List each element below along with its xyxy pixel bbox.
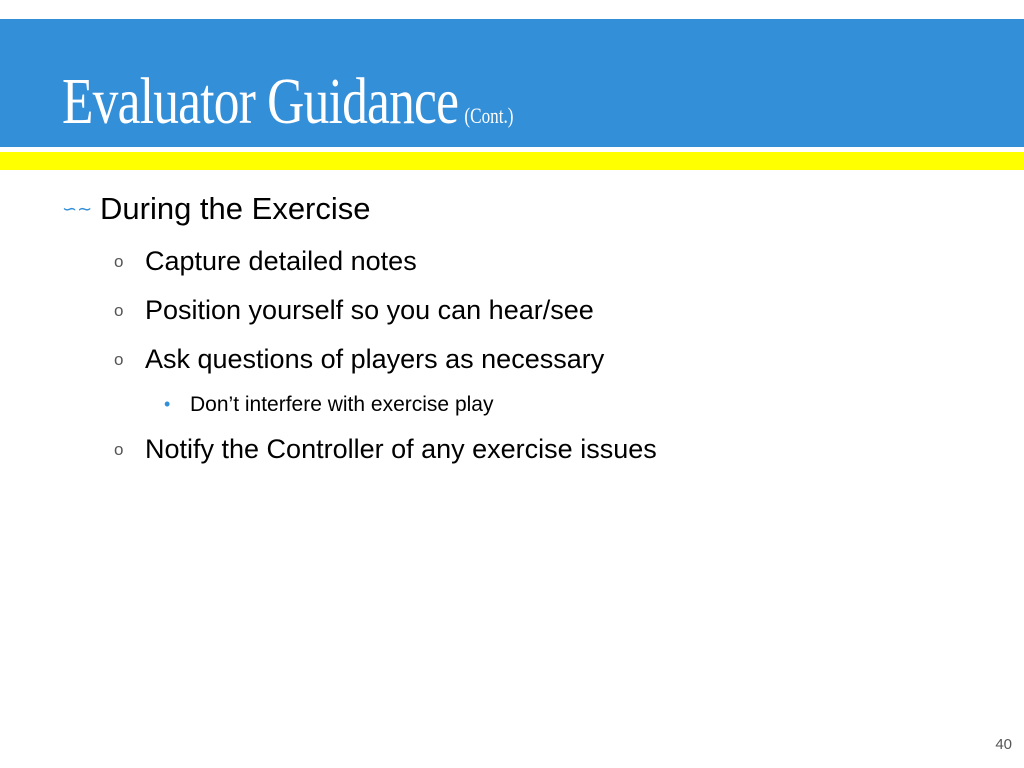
hollow-circle-bullet-icon: o xyxy=(114,301,124,320)
bullet-level3 xyxy=(164,393,493,417)
bullet-level2-text: Notify the Controller of any exercise issues xyxy=(145,434,657,464)
bullet-level2-text: Position yourself so you can hear/see xyxy=(145,295,594,325)
page-number: 40 xyxy=(995,736,1012,753)
bullet-level2 xyxy=(114,246,417,277)
bullet-level1-text: During the Exercise xyxy=(100,191,371,226)
bullet-level1 xyxy=(62,191,371,227)
hollow-circle-bullet-icon: o xyxy=(114,440,124,459)
bullet-level3-text: Don’t interfere with exercise play xyxy=(190,393,494,416)
bullet-level2-text: Capture detailed notes xyxy=(145,246,417,276)
curl-bullet-icon: ∽∼ xyxy=(62,199,93,219)
slide-title-main: Evaluator Guidance xyxy=(62,65,459,138)
slide-title-suffix: (Cont.) xyxy=(464,103,514,128)
bullet-level2 xyxy=(114,344,604,375)
bullet-level2 xyxy=(114,295,594,326)
hollow-circle-bullet-icon: o xyxy=(114,252,124,271)
dot-bullet-icon: • xyxy=(164,394,171,414)
bullet-level2 xyxy=(114,434,657,465)
bullet-level2-text: Ask questions of players as necessary xyxy=(145,344,605,374)
hollow-circle-bullet-icon: o xyxy=(114,350,124,369)
